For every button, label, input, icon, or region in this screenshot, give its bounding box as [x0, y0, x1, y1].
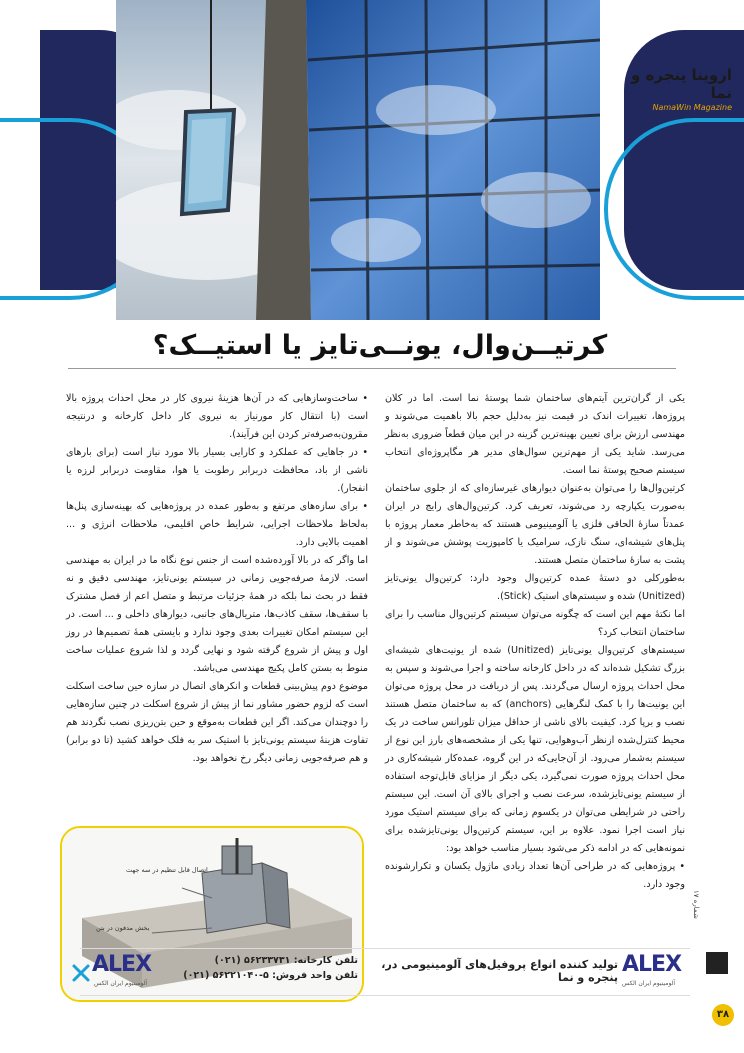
qr-code-icon [706, 952, 728, 974]
magazine-name-fa: اروینا پنجره و نما [630, 66, 732, 102]
article-column-right [385, 390, 685, 894]
hero-curtain-wall-image [116, 0, 600, 320]
paragraph: • ساخت‌وسازهایی که در آن‌ها هزینهٔ نیروی کار در محل احداث پروژه بالا است (با انتقال کار مورنیاز به نیروی کار داخل کارخانه و درنتیجه مقرون‌به‌صرفه‌تر کردن این فرآیند). [66, 393, 368, 440]
paragraph: به‌طورکلی دو دستهٔ عمده کرتین‌وال وجود دارد: کرتین‌وال یونی‌تایز (Unitized) شده و سیستم‌های استیک (Stick). [385, 573, 685, 602]
ad-headline: تولید کننده انواع پروفیل‌های آلومینیومی در، پنجره و نما [381, 958, 618, 984]
alex-logo-left: ALEX [92, 952, 152, 977]
title-divider [68, 368, 676, 369]
alex-logo-sub-right: آلومینیوم ایران الکس [622, 980, 676, 987]
phone-factory: تلفن کارخانه: ۵۶۲۳۳۷۳۱ (۰۲۱) [214, 955, 358, 966]
paragraph: اما نکتهٔ مهم این است که چگونه می‌توان سیستم کرتین‌وال مناسب را برای ساختمان انتخاب کرد؟ [385, 609, 685, 638]
magazine-logo [614, 66, 732, 112]
paragraph: سیستم‌های کرتین‌وال یونی‌تایز (Unitized) شده از یونیت‌های شیشه‌ای بزرگ تشکیل شده‌اند که در داخل کارخانه ساخته و اجرا می‌شوند و سپس به محل احداث پروژه ارسال می‌گردند. پس از دریافت در محل پروژه می‌توان این یونیت‌ها را با کمک لنگرهایی (anchors) که به ساختمان متصل هستند نصب و برپا کرد. کیفیت بالای ناشی از حداقل میزان تلورانس ساخت در یک محیط کنترل‌شده ازنظر آب‌وهوایی، تنها یکی از مشخصه‌های بارز این نوع از سیستم به‌شمار می‌رود. از آن‌جایی‌که در این گروه، عمده‌کار شیشه‌کاری در محل احداث پروژه صورت نمی‌گیرد، یکی دیگر از مزایای قابل‌توجه استفاده از سیستم یونی‌تایزشده، سرعت نصب و اجرای بالای آن است. این سیستم راحتی در شرایطی می‌توان در یکسوم زمانی که برای سیستم استیک مورد نیاز است اجرا نمود. علاوه بر این، سیستم کرتین‌وال یونی‌تایزشده برای نمونه‌هایی که در ادامه ذکر می‌شود بسیار مناسب خواهد بود: [385, 645, 685, 854]
paragraph: اما واگر که در بالا آورده‌شده است از جنس نوع نگاه ما در ایران به مهندسی است. لازمهٔ صرفه‌جویی زمانی در سیستم یونی‌تایز، مهندسی دقیق و نه فقط در بحث نما بلکه در همهٔ جزئیات مرتبط و متصل اعم از فصل مشترک با سقف‌ها، سقف کاذب‌ها، متریال‌های جانبی، دیوارهای داخلی و ... است. در این سیستم امکان تغییرات بعدی وجود ندارد و بایستی همهٔ تصمیم‌ها در روز اول و پیش از شروع گرفته شود و نهایی گردد و لذا شروع عملیات ساخت منوط به بستن کامل پکیج مهندسی می‌باشد. [66, 555, 368, 674]
article-title: کرتیــن‌وال، یونــی‌تایز یا استیــک؟ [152, 330, 608, 361]
phone-sales: تلفن واحد فروش: ۵-۵۶۲۲۱۰۴۰ (۰۲۱) [183, 970, 358, 981]
magazine-name-en: NamaWin Magazine [652, 103, 732, 112]
alex-logo-sub-left: آلومینیوم ایران الکس [94, 980, 148, 987]
article-column-left [66, 390, 368, 768]
paragraph: • در جاهایی که عملکرد و کارایی بسیار بالا مورد نیاز است (برای بارهای ناشی از باد، محافظت دربرابر رطوبت یا هوا، مقاومت دربرابر لرزه یا انفجار). [66, 447, 368, 494]
ad-phone-numbers [168, 953, 358, 983]
paragraph: موضوع دوم پیش‌بینی قطعات و انکرهای اتصال در سازه حین ساخت اسکلت است که لزوم حضور مشاور نما از پیش از شروع اسکلت در چنین سازه‌هایی را دوچندان می‌کند. اگر این قطعات به‌موقع و حین بتن‌ریزی نصب نگردند هم تفاوت هزینهٔ سیستم یونی‌تایز با استیک سر به فلک خواهد کشید (تا دو برابر) و هم صرفه‌جویی زمانی دیگر رخ نخواهد بود. [66, 681, 368, 764]
alex-logo-right: ALEX [622, 952, 682, 977]
paragraph: یکی از گران‌ترین آیتم‌های ساختمان شما پوستهٔ نما است. اما در کلان پروژه‌ها، تغییرات اندک در قیمت نیز به‌دلیل حجم بالا باهمیت می‌شوند و مهندسی ارزش برای تعیین بهینه‌ترین گزینه در این میان قطعاً ضروری به‌نظر می‌رسد. شاید یکی از مهم‌ترین سوال‌های مدیر هر مگاپروژه‌ای انتخاب سیستم صحیح پوستهٔ نما است. [385, 393, 685, 476]
paragraph: کرتین‌وال‌ها را می‌توان به‌عنوان دیوارهای غیرسازه‌ای که از جلوی ساختمان به‌صورت یکپارچه رد می‌شوند، تعریف کرد. کرتین‌وال‌های رایج در ایران عمدتاً سازهٔ الحاقی فلزی یا آلومینیومی هستند که به‌خاطر معمار پروژه با پنل‌های شیشه‌ای، سنگ نازک، سرامیک یا کامپوزیت پوشش می‌شوند و از پشت به سازهٔ ساختمان متصل هستند. [385, 483, 685, 566]
page-number: ۳۸ [712, 1004, 734, 1026]
issue-number: شماره ۱۷ [692, 890, 700, 919]
figure-label-embedded: بخش مدفون در بتن [96, 924, 150, 932]
paragraph: • پروژه‌هایی که در طراحی آن‌ها تعداد زیادی ماژول یکسان و تکرارشونده وجود دارد. [385, 861, 685, 890]
figure-label-adjustable: اتصال قابل تنظیم در سه جهت [126, 866, 208, 874]
paragraph: • برای سازه‌های مرتفع و به‌طور عمده در پروژه‌هایی که بهینه‌سازی پنل‌ها به‌لحاظ ملاحظات اجرایی، شرایط خاص اقلیمی، ملاحظات انرژی و ... اهمیت بالایی دارد. [66, 501, 368, 548]
